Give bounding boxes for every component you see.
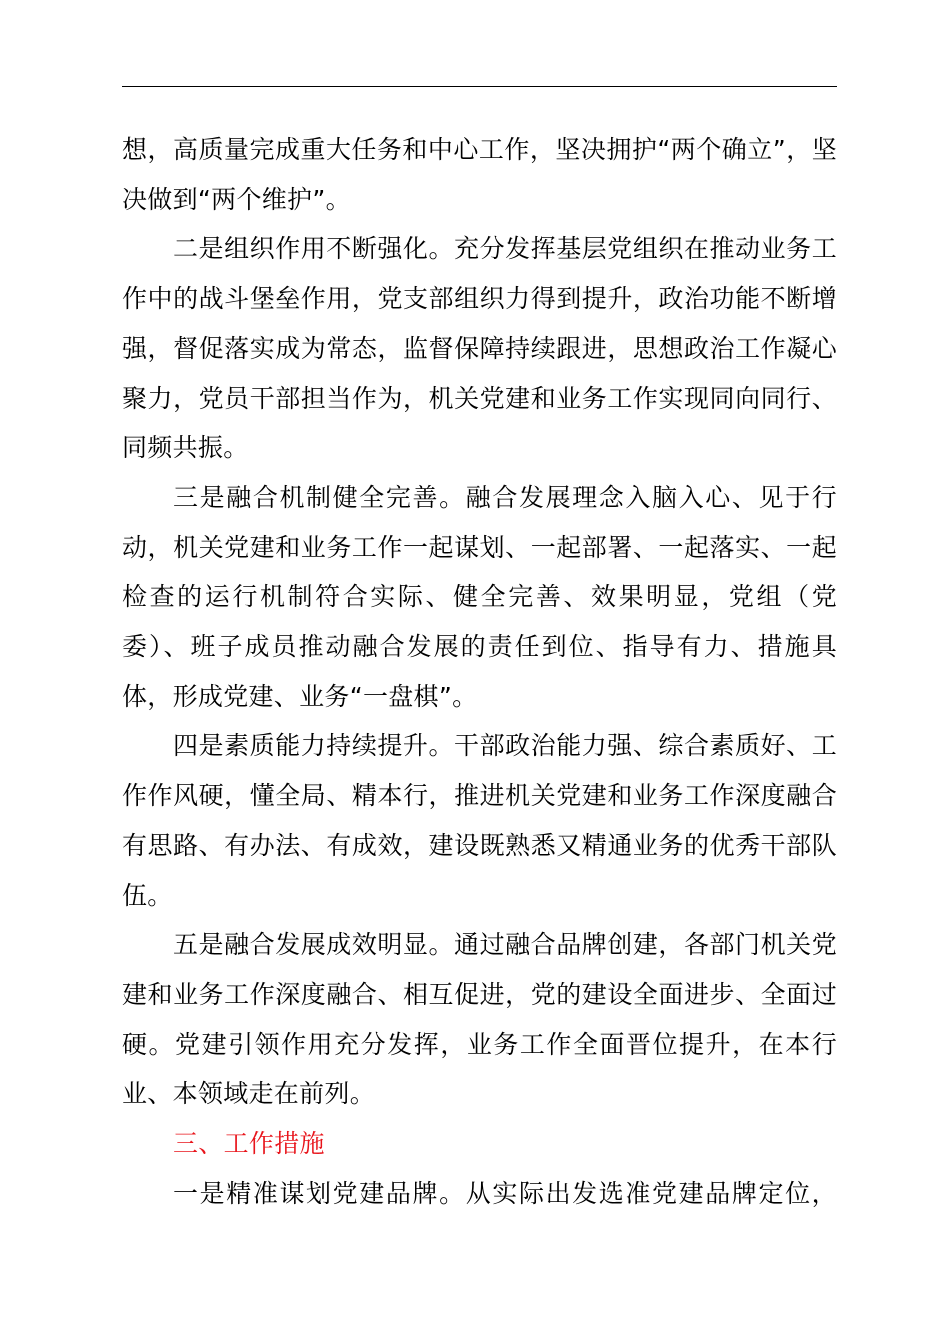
paragraph-continuation: 想，高质量完成重大任务和中心工作，坚决拥护“两个确立”，坚决做到“两个维护”。 [122,135,837,214]
header-rule [122,86,837,87]
paragraph-quality-ability: 四是素质能力持续提升。干部政治能力强、综合素质好、工作作风硬，懂全局、精本行，推进机关党建和业务工作深度融合有思路、有办法、有成效，建设既熟悉又精通业务的优秀干部队伍。 [122,731,837,910]
paragraph-organization-role: 二是组织作用不断强化。充分发挥基层党组织在推动业务工作中的战斗堡垒作用，党支部组织力得到提升，政治功能不断增强，督促落实成为常态，监督保障持续跟进，思想政治工作凝心聚力，党员干部担当作为，机关党建和业务工作实现同向同行、同频共振。 [122,234,837,463]
paragraph-brand-planning: 一是精准谋划党建品牌。从实际出发选准党建品牌定位， [173,1178,837,1208]
document-body [122,125,837,1218]
section-heading-work-measures: 三、工作措施 [173,1129,325,1159]
paragraph-integration-results: 五是融合发展成效明显。通过融合品牌创建，各部门机关党建和业务工作深度融合、相互促进，党的建设全面进步、全面过硬。党建引领作用充分发挥，业务工作全面晋位提升，在本行业、本领域走在前列。 [122,930,837,1109]
paragraph-integration-mechanism: 三是融合机制健全完善。融合发展理念入脑入心、见于行动，机关党建和业务工作一起谋划、一起部署、一起落实、一起检查的运行机制符合实际、健全完善、效果明显，党组（党委）、班子成员推动融合发展的责任到位、指导有力、措施具体，形成党建、业务“一盘棋”。 [122,482,837,711]
